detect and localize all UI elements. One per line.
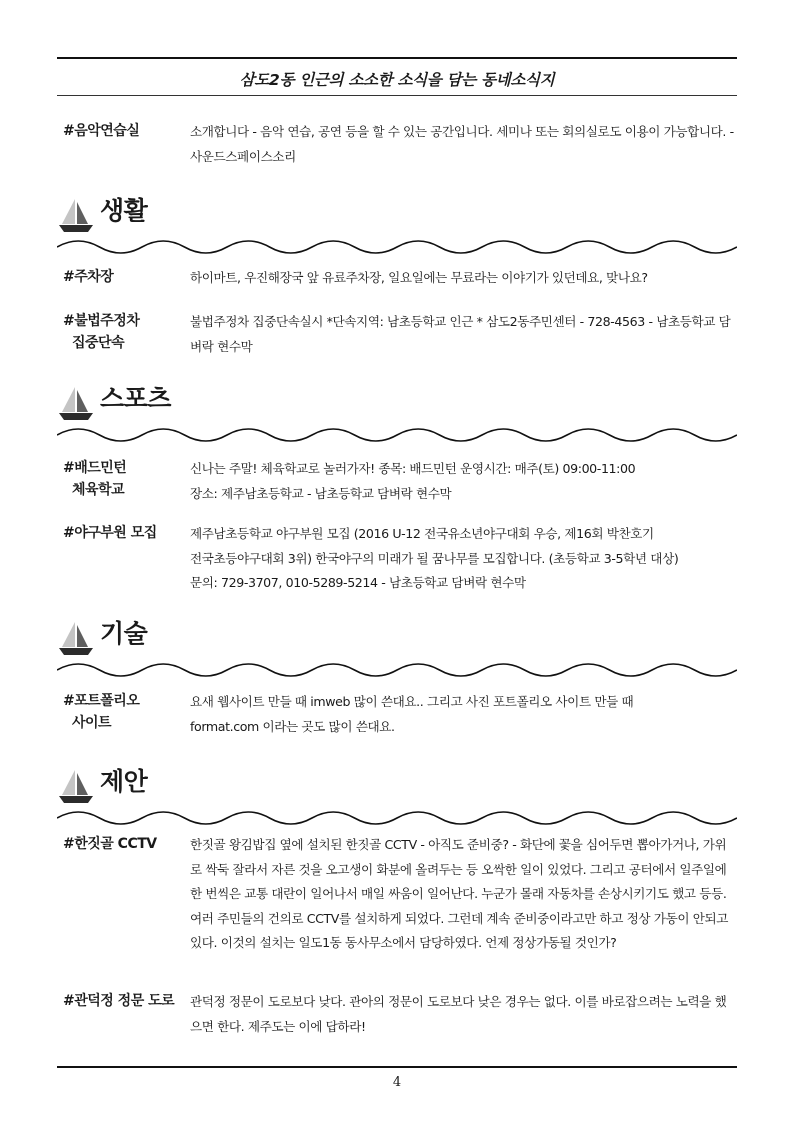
wave-divider (57, 233, 737, 261)
header-top-rule (57, 57, 737, 59)
sailboat-icon (57, 385, 95, 421)
section-title: 생활 (100, 196, 148, 225)
sailboat-icon (57, 768, 95, 804)
entry-tag-line: #음악연습실 (63, 123, 140, 139)
entry-tag-line: #불법주정차 (63, 313, 140, 329)
wave-divider (57, 421, 737, 449)
entry-tag-line: #배드민턴 (63, 460, 127, 476)
entry-tag-line: 사이트 (72, 715, 112, 731)
header-bottom-rule (57, 95, 737, 96)
entry-tag (63, 457, 191, 501)
entry-tag (63, 690, 191, 734)
section-header-tech (57, 620, 737, 686)
entry-body: 한짓골 왕김밥집 옆에 설치된 한짓골 CCTV - 아직도 준비중? - 화단에 꽃을 심어두면 뽑아가거나, 가위로 싹둑 잘라서 자른 것을 오고생이 화분에 올려두는 등 오싹한 일이 있었다. 그리고 공터에서 일주일에 한 번씩은 교통 대란이 일어나서 매일 싸움이 일어난다. 누군가 몰래 자동차를 손상시키기도 했고 등등. 여러 주민들의 건의로 CCTV를 설치하게 되었다. 그런데 계속 준비중이라고만 하고 정상 가동이 안되고 있다. 이것의 설치는 일도1동 동사무소에서 담당하였다. 언제 정상가동될 것인가? (190, 837, 728, 950)
section-title: 기술 (100, 619, 148, 648)
entry-body: 불법주정차 집중단속실시 *단속지역: 남초등학교 인근 * 삼도2동주민센터 - 728-4563 - 남초등학교 담벼락 현수막 (190, 314, 731, 354)
section-title: 스포츠 (100, 384, 171, 413)
entry-tag (63, 120, 191, 142)
section-header-sports (57, 385, 737, 451)
entry-body: 관덕정 정문이 도로보다 낮다. 관아의 정문이 도로보다 낮은 경우는 없다. 이를 바로잡으려는 노력을 했으면 한다. 제주도는 이에 답하라! (190, 994, 727, 1034)
entry-body: 요새 웹사이트 만들 때 imweb 많이 쓴대요.. 그리고 사진 포트폴리오 사이트 만들 때 format.com 이라는 곳도 많이 쓴대요. (190, 694, 634, 734)
entry-tag (63, 990, 191, 1012)
entry-tag-line: #한짓골 CCTV (63, 836, 157, 852)
sailboat-icon (57, 197, 95, 233)
entry-tag-line: #주차장 (63, 269, 114, 285)
entry-tag (63, 266, 191, 288)
section-header-proposals (57, 768, 737, 834)
entry-tag-line: #야구부원 모집 (63, 525, 157, 541)
page-number: 4 (392, 1075, 402, 1090)
entry-body: 소개합니다 - 음악 연습, 공연 등을 할 수 있는 공간입니다. 세미나 또는 회의실로도 이용이 가능합니다. - 사운드스페이스소리 (190, 124, 734, 164)
entry-body: 하이마트, 우진해장국 앞 유료주차장, 일요일에는 무료라는 이야기가 있던데요, 맞나요? (190, 270, 648, 285)
newsletter-title: 삼도2동 인근의 소소한 소식을 담는 동네소식지 (239, 71, 555, 89)
entry-tag-line: #관덕정 정문 도로 (63, 993, 175, 1009)
entry-tag-line: 체육학교 (72, 482, 125, 498)
sailboat-icon (57, 620, 95, 656)
footer-rule (57, 1066, 737, 1068)
entry-body: 제주남초등학교 야구부원 모집 (2016 U-12 전국유소년야구대회 우승, 제16회 박찬호기 전국초등야구대회 3위) 한국야구의 미래가 될 꿈나무를 모집합니다. (초등학교 3-5학년 대상) 문의: 729-3707, 010-5289-5214 - 남초등학교 담벼락 현수막 (190, 526, 679, 590)
section-header-living (57, 197, 737, 263)
entry-tag (63, 310, 191, 354)
wave-divider (57, 804, 737, 832)
wave-divider (57, 656, 737, 684)
entry-tag (63, 522, 191, 544)
entry-body: 신나는 주말! 체육학교로 놀러가자! 종목: 배드민턴 운영시간: 매주(토) 09:00-11:00 장소: 제주남초등학교 - 남초등학교 담벼락 현수막 (190, 461, 636, 501)
entry-tag-line: 집중단속 (72, 335, 125, 351)
section-title: 제안 (100, 767, 148, 796)
entry-tag (63, 833, 191, 855)
entry-tag-line: #포트폴리오 (63, 693, 140, 709)
